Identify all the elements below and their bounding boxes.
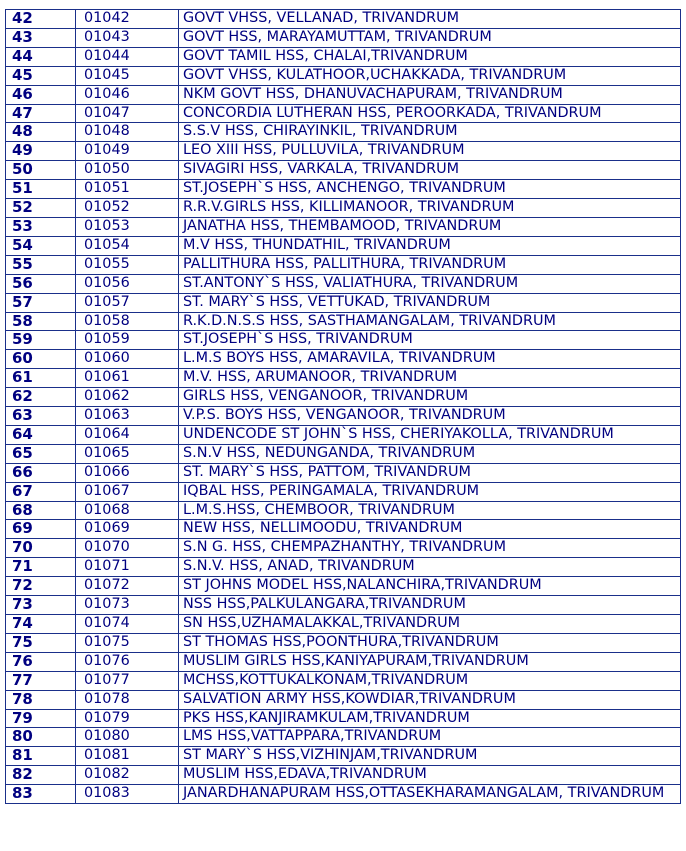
school-code-cell: 01047: [76, 104, 179, 123]
school-code-cell: 01043: [76, 28, 179, 47]
serial-number-cell: 64: [6, 425, 76, 444]
school-name-cell: MUSLIM GIRLS HSS,KANIYAPURAM,TRIVANDRUM: [179, 652, 681, 671]
school-name-cell: R.R.V.GIRLS HSS, KILLIMANOOR, TRIVANDRUM: [179, 199, 681, 218]
serial-number-cell: 48: [6, 123, 76, 142]
table-row: [6, 28, 681, 47]
school-code-cell: 01079: [76, 709, 179, 728]
serial-number-cell: 62: [6, 388, 76, 407]
school-code-cell: 01080: [76, 728, 179, 747]
school-name-cell: L.M.S.HSS, CHEMBOOR, TRIVANDRUM: [179, 501, 681, 520]
serial-number-cell: 52: [6, 199, 76, 218]
serial-number-cell: 58: [6, 312, 76, 331]
school-name-cell: M.V. HSS, ARUMANOOR, TRIVANDRUM: [179, 369, 681, 388]
school-code-cell: 01068: [76, 501, 179, 520]
table-row: [6, 255, 681, 274]
school-name-cell: JANARDHANAPURAM HSS,OTTASEKHARAMANGALAM, TRIVANDRUM: [179, 785, 681, 804]
table-row: [6, 501, 681, 520]
table-row: [6, 85, 681, 104]
table-row: [6, 671, 681, 690]
school-name-cell: S.N G. HSS, CHEMPAZHANTHY, TRIVANDRUM: [179, 539, 681, 558]
school-code-cell: 01056: [76, 274, 179, 293]
table-row: [6, 161, 681, 180]
school-code-cell: 01066: [76, 463, 179, 482]
table-row: [6, 407, 681, 426]
school-list-table: [5, 9, 681, 804]
serial-number-cell: 65: [6, 444, 76, 463]
serial-number-cell: 68: [6, 501, 76, 520]
table-row: [6, 709, 681, 728]
school-code-cell: 01061: [76, 369, 179, 388]
serial-number-cell: 82: [6, 766, 76, 785]
serial-number-cell: 54: [6, 236, 76, 255]
serial-number-cell: 71: [6, 558, 76, 577]
table-row: [6, 785, 681, 804]
school-code-cell: 01081: [76, 747, 179, 766]
school-name-cell: ST.JOSEPH`S HSS, TRIVANDRUM: [179, 331, 681, 350]
school-name-cell: S.N.V. HSS, ANAD, TRIVANDRUM: [179, 558, 681, 577]
serial-number-cell: 73: [6, 596, 76, 615]
table-row: [6, 520, 681, 539]
school-code-cell: 01045: [76, 66, 179, 85]
school-code-cell: 01073: [76, 596, 179, 615]
school-code-cell: 01054: [76, 236, 179, 255]
school-code-cell: 01083: [76, 785, 179, 804]
school-code-cell: 01059: [76, 331, 179, 350]
school-name-cell: ST. MARY`S HSS, VETTUKAD, TRIVANDRUM: [179, 293, 681, 312]
serial-number-cell: 76: [6, 652, 76, 671]
school-name-cell: ST MARY`S HSS,VIZHINJAM,TRIVANDRUM: [179, 747, 681, 766]
table-row: [6, 425, 681, 444]
school-code-cell: 01065: [76, 444, 179, 463]
school-name-cell: SIVAGIRI HSS, VARKALA, TRIVANDRUM: [179, 161, 681, 180]
table-row: [6, 652, 681, 671]
school-code-cell: 01072: [76, 577, 179, 596]
table-row: [6, 217, 681, 236]
serial-number-cell: 79: [6, 709, 76, 728]
school-code-cell: 01048: [76, 123, 179, 142]
school-name-cell: PALLITHURA HSS, PALLITHURA, TRIVANDRUM: [179, 255, 681, 274]
school-name-cell: GOVT TAMIL HSS, CHALAI,TRIVANDRUM: [179, 47, 681, 66]
school-name-cell: S.S.V HSS, CHIRAYINKIL, TRIVANDRUM: [179, 123, 681, 142]
serial-number-cell: 43: [6, 28, 76, 47]
school-code-cell: 01067: [76, 482, 179, 501]
school-name-cell: L.M.S BOYS HSS, AMARAVILA, TRIVANDRUM: [179, 350, 681, 369]
table-row: [6, 369, 681, 388]
school-code-cell: 01060: [76, 350, 179, 369]
school-name-cell: GIRLS HSS, VENGANOOR, TRIVANDRUM: [179, 388, 681, 407]
school-name-cell: CONCORDIA LUTHERAN HSS, PEROORKADA, TRIVANDRUM: [179, 104, 681, 123]
school-code-cell: 01049: [76, 142, 179, 161]
school-name-cell: MUSLIM HSS,EDAVA,TRIVANDRUM: [179, 766, 681, 785]
table-row: [6, 47, 681, 66]
school-name-cell: ST. MARY`S HSS, PATTOM, TRIVANDRUM: [179, 463, 681, 482]
serial-number-cell: 49: [6, 142, 76, 161]
serial-number-cell: 55: [6, 255, 76, 274]
table-row: [6, 142, 681, 161]
school-name-cell: R.K.D.N.S.S HSS, SASTHAMANGALAM, TRIVANDRUM: [179, 312, 681, 331]
table-row: [6, 312, 681, 331]
table-row: [6, 766, 681, 785]
serial-number-cell: 75: [6, 633, 76, 652]
serial-number-cell: 74: [6, 615, 76, 634]
school-code-cell: 01071: [76, 558, 179, 577]
serial-number-cell: 50: [6, 161, 76, 180]
table-row: [6, 236, 681, 255]
serial-number-cell: 60: [6, 350, 76, 369]
serial-number-cell: 44: [6, 47, 76, 66]
table-row: [6, 728, 681, 747]
school-name-cell: NEW HSS, NELLIMOODU, TRIVANDRUM: [179, 520, 681, 539]
table-row: [6, 10, 681, 29]
serial-number-cell: 67: [6, 482, 76, 501]
table-row: [6, 482, 681, 501]
school-code-cell: 01077: [76, 671, 179, 690]
school-code-cell: 01070: [76, 539, 179, 558]
table-row: [6, 596, 681, 615]
school-code-cell: 01051: [76, 180, 179, 199]
serial-number-cell: 45: [6, 66, 76, 85]
school-code-cell: 01082: [76, 766, 179, 785]
school-name-cell: ST.JOSEPH`S HSS, ANCHENGO, TRIVANDRUM: [179, 180, 681, 199]
table-row: [6, 633, 681, 652]
table-row: [6, 444, 681, 463]
school-name-cell: ST JOHNS MODEL HSS,NALANCHIRA,TRIVANDRUM: [179, 577, 681, 596]
table-row: [6, 350, 681, 369]
school-code-cell: 01058: [76, 312, 179, 331]
serial-number-cell: 61: [6, 369, 76, 388]
school-code-cell: 01076: [76, 652, 179, 671]
school-name-cell: MCHSS,KOTTUKALKONAM,TRIVANDRUM: [179, 671, 681, 690]
school-name-cell: SN HSS,UZHAMALAKKAL,TRIVANDRUM: [179, 615, 681, 634]
school-name-cell: M.V HSS, THUNDATHIL, TRIVANDRUM: [179, 236, 681, 255]
school-code-cell: 01052: [76, 199, 179, 218]
table-row: [6, 331, 681, 350]
table-row: [6, 388, 681, 407]
school-name-cell: JANATHA HSS, THEMBAMOOD, TRIVANDRUM: [179, 217, 681, 236]
table-row: [6, 274, 681, 293]
table-row: [6, 66, 681, 85]
school-code-cell: 01046: [76, 85, 179, 104]
serial-number-cell: 69: [6, 520, 76, 539]
school-name-cell: S.N.V HSS, NEDUNGANDA, TRIVANDRUM: [179, 444, 681, 463]
school-name-cell: PKS HSS,KANJIRAMKULAM,TRIVANDRUM: [179, 709, 681, 728]
serial-number-cell: 66: [6, 463, 76, 482]
table-row: [6, 690, 681, 709]
school-name-cell: GOVT HSS, MARAYAMUTTAM, TRIVANDRUM: [179, 28, 681, 47]
serial-number-cell: 78: [6, 690, 76, 709]
serial-number-cell: 53: [6, 217, 76, 236]
school-name-cell: GOVT VHSS, VELLANAD, TRIVANDRUM: [179, 10, 681, 29]
school-name-cell: V.P.S. BOYS HSS, VENGANOOR, TRIVANDRUM: [179, 407, 681, 426]
school-code-cell: 01075: [76, 633, 179, 652]
school-code-cell: 01064: [76, 425, 179, 444]
serial-number-cell: 63: [6, 407, 76, 426]
school-name-cell: NKM GOVT HSS, DHANUVACHAPURAM, TRIVANDRUM: [179, 85, 681, 104]
school-code-cell: 01057: [76, 293, 179, 312]
school-code-cell: 01053: [76, 217, 179, 236]
table-row: [6, 123, 681, 142]
school-name-cell: ST.ANTONY`S HSS, VALIATHURA, TRIVANDRUM: [179, 274, 681, 293]
school-code-cell: 01042: [76, 10, 179, 29]
school-code-cell: 01069: [76, 520, 179, 539]
school-code-cell: 01078: [76, 690, 179, 709]
serial-number-cell: 70: [6, 539, 76, 558]
serial-number-cell: 83: [6, 785, 76, 804]
serial-number-cell: 51: [6, 180, 76, 199]
serial-number-cell: 46: [6, 85, 76, 104]
school-name-cell: NSS HSS,PALKULANGARA,TRIVANDRUM: [179, 596, 681, 615]
table-row: [6, 577, 681, 596]
school-code-cell: 01063: [76, 407, 179, 426]
table-row: [6, 180, 681, 199]
serial-number-cell: 42: [6, 10, 76, 29]
school-list-body: [6, 10, 681, 804]
table-row: [6, 747, 681, 766]
serial-number-cell: 72: [6, 577, 76, 596]
serial-number-cell: 59: [6, 331, 76, 350]
school-code-cell: 01074: [76, 615, 179, 634]
table-row: [6, 293, 681, 312]
table-row: [6, 539, 681, 558]
school-name-cell: ST THOMAS HSS,POONTHURA,TRIVANDRUM: [179, 633, 681, 652]
school-name-cell: SALVATION ARMY HSS,KOWDIAR,TRIVANDRUM: [179, 690, 681, 709]
table-row: [6, 463, 681, 482]
serial-number-cell: 77: [6, 671, 76, 690]
serial-number-cell: 81: [6, 747, 76, 766]
school-name-cell: LEO XIII HSS, PULLUVILA, TRIVANDRUM: [179, 142, 681, 161]
serial-number-cell: 80: [6, 728, 76, 747]
school-name-cell: LMS HSS,VATTAPPARA,TRIVANDRUM: [179, 728, 681, 747]
table-row: [6, 199, 681, 218]
school-code-cell: 01055: [76, 255, 179, 274]
school-name-cell: UNDENCODE ST JOHN`S HSS, CHERIYAKOLLA, TRIVANDRUM: [179, 425, 681, 444]
school-code-cell: 01050: [76, 161, 179, 180]
school-code-cell: 01044: [76, 47, 179, 66]
table-row: [6, 558, 681, 577]
serial-number-cell: 57: [6, 293, 76, 312]
school-code-cell: 01062: [76, 388, 179, 407]
serial-number-cell: 47: [6, 104, 76, 123]
table-row: [6, 104, 681, 123]
table-row: [6, 615, 681, 634]
serial-number-cell: 56: [6, 274, 76, 293]
school-name-cell: GOVT VHSS, KULATHOOR,UCHAKKADA, TRIVANDRUM: [179, 66, 681, 85]
school-name-cell: IQBAL HSS, PERINGAMALA, TRIVANDRUM: [179, 482, 681, 501]
